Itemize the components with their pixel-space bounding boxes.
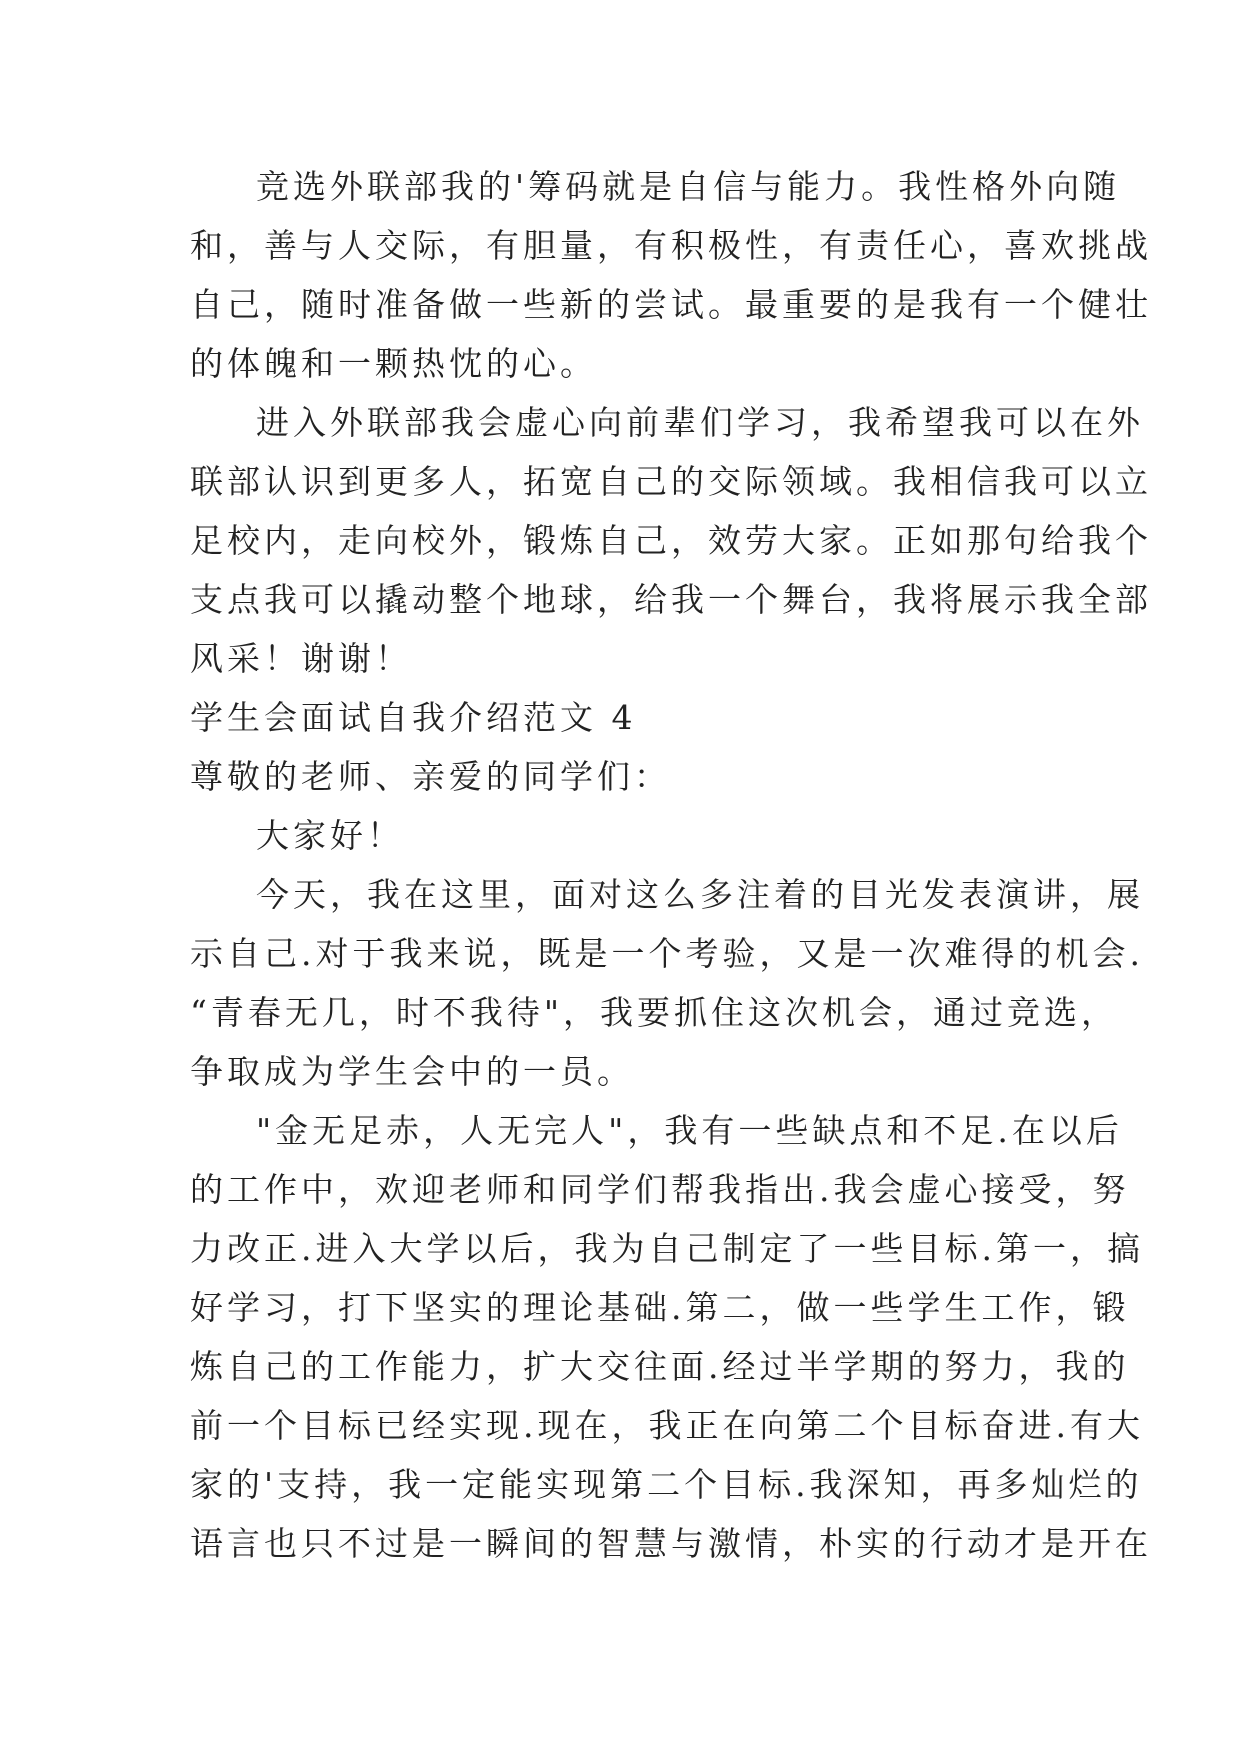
paragraph-line: 家的'支持，我一定能实现第二个目标.我深知，再多灿烂的 xyxy=(190,1465,1143,1504)
paragraph-line: 好学习，打下坚实的理论基础.第二，做一些学生工作，锻 xyxy=(190,1288,1130,1327)
paragraph-line: 炼自己的工作能力，扩大交往面.经过半学期的努力，我的 xyxy=(190,1347,1130,1386)
paragraph-line: 力改正.进入大学以后，我为自己制定了一些目标.第一，搞 xyxy=(190,1229,1144,1268)
paragraph-line: 语言也只不过是一瞬间的智慧与激情，朴实的行动才是开在 xyxy=(190,1524,1152,1563)
paragraph-line: 前一个目标已经实现.现在，我正在向第二个目标奋进.有大 xyxy=(190,1406,1144,1445)
paragraph-line: 联部认识到更多人，拓宽自己的交际领域。我相信我可以立 xyxy=(190,462,1152,501)
paragraph-line: 和，善与人交际，有胆量，有积极性，有责任心，喜欢挑战 xyxy=(190,226,1152,265)
document-body xyxy=(190,157,1152,1573)
paragraph-line: 的工作中，欢迎老师和同学们帮我指出.我会虚心接受，努 xyxy=(190,1170,1130,1209)
paragraph-line: 争取成为学生会中的一员。 xyxy=(190,1052,634,1091)
paragraph-line: 风采！谢谢！ xyxy=(190,639,412,678)
salutation: 尊敬的老师、亲爱的同学们： xyxy=(190,757,671,796)
paragraph-line: "金无足赤，人无完人"，我有一些缺点和不足.在以后 xyxy=(256,1111,1123,1150)
paragraph-line: 竞选外联部我的'筹码就是自信与能力。我性格外向随 xyxy=(256,167,1121,206)
section-heading: 学生会面试自我介绍范文 4 xyxy=(190,698,637,737)
paragraph-line: 今天，我在这里，面对这么多注着的目光发表演讲，展 xyxy=(256,875,1144,914)
paragraph-line: 支点我可以撬动整个地球，给我一个舞台，我将展示我全部 xyxy=(190,580,1152,619)
paragraph-line: 自己，随时准备做一些新的尝试。最重要的是我有一个健壮 xyxy=(190,285,1152,324)
paragraph-line: 的体魄和一颗热忱的心。 xyxy=(190,344,597,383)
greeting: 大家好！ xyxy=(256,816,404,855)
paragraph-line: “青春无几，时不我待"，我要抓住这次机会，通过竞选， xyxy=(190,993,1119,1032)
paragraph-line: 示自己.对于我来说，既是一个考验，又是一次难得的机会. xyxy=(190,934,1144,973)
paragraph-line: 进入外联部我会虚心向前辈们学习，我希望我可以在外 xyxy=(256,403,1144,442)
paragraph-line: 足校内，走向校外，锻炼自己，效劳大家。正如那句给我个 xyxy=(190,521,1152,560)
